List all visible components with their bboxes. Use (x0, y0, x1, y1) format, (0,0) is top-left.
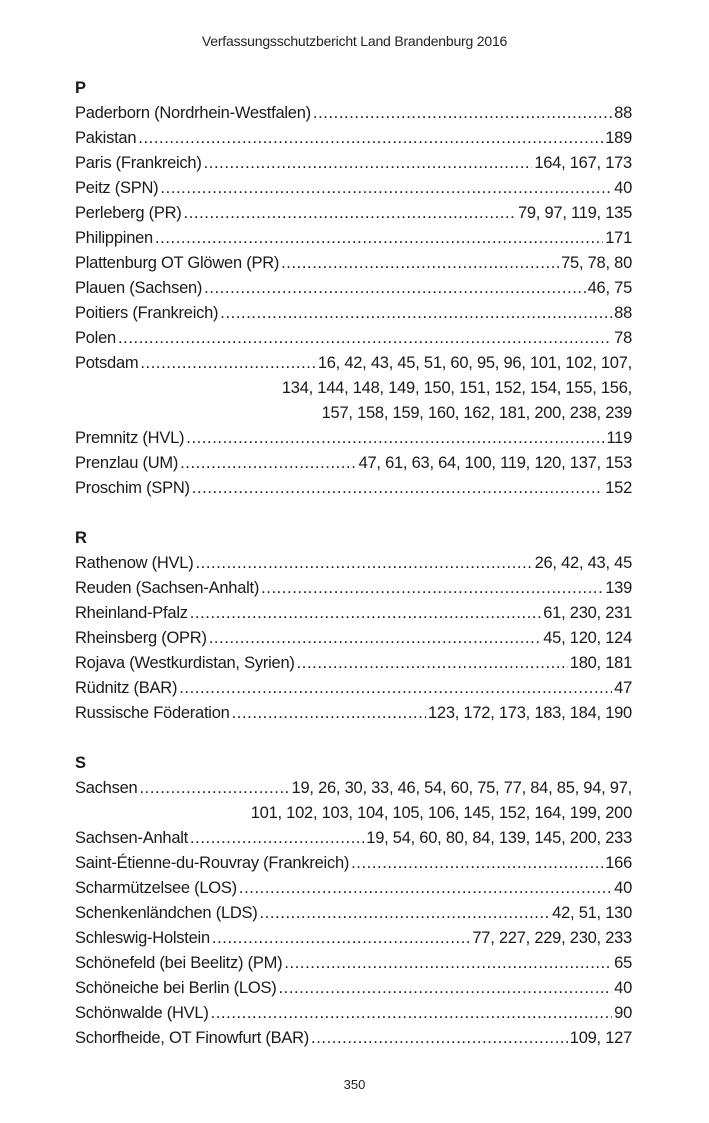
index-entry-line (75, 426, 632, 451)
place-name: Schenkenländchen (LDS) (75, 904, 258, 922)
place-name: Rathenow (HVL) (75, 554, 194, 572)
dot-leader (232, 701, 426, 726)
dot-leader (260, 901, 551, 926)
section-spacer (75, 726, 632, 751)
index-entry (75, 301, 632, 326)
index-entry (75, 1001, 632, 1026)
place-name: Proschim (SPN) (75, 479, 190, 497)
index-entry-line (75, 326, 632, 351)
dot-leader (284, 951, 612, 976)
place-name: Rheinland-Pfalz (75, 604, 188, 622)
index-entry-line (75, 601, 632, 626)
index-entry-line (75, 201, 632, 226)
page-references: 19, 26, 30, 33, 46, 54, 60, 75, 77, 84, 85, 94, 97, (291, 779, 632, 797)
dot-leader (239, 876, 612, 901)
index-entry-line (75, 576, 632, 601)
place-name: Saint-Étienne-du-Rouvray (Frankreich) (75, 854, 350, 872)
place-name: Russische Föderation (75, 704, 230, 722)
index-list (75, 76, 632, 1051)
page-references: 46, 75 (587, 279, 632, 297)
running-header: Verfassungsschutzbericht Land Brandenburg 2016 (201, 33, 508, 49)
dot-leader (297, 651, 568, 676)
index-entry (75, 151, 632, 176)
page-references-continuation: 134, 144, 148, 149, 150, 151, 152, 154, 155, 156, (281, 379, 632, 397)
page-references: 40 (614, 879, 632, 897)
index-section (75, 751, 632, 1051)
place-name: Perleberg (PR) (75, 204, 182, 222)
index-entry-line (75, 976, 632, 1001)
place-name: Potsdam (75, 354, 139, 372)
dot-leader (195, 551, 532, 576)
page-references: 171 (605, 229, 632, 247)
section-letter: R (75, 529, 87, 547)
page-references: 65 (614, 954, 632, 972)
index-entry (75, 176, 632, 201)
place-name: Poitiers (Frankreich) (75, 304, 219, 322)
index-entry (75, 626, 632, 651)
page-references: 26, 42, 43, 45 (534, 554, 632, 572)
dot-leader (139, 776, 289, 801)
page-references: 166 (605, 854, 632, 872)
index-entry-line (75, 101, 632, 126)
place-name: Schöneiche bei Berlin (LOS) (75, 979, 277, 997)
section-spacer (75, 501, 632, 526)
dot-leader (186, 426, 604, 451)
page-number: 350 (343, 1077, 366, 1092)
place-name: Sachsen (75, 779, 138, 797)
page-references: 189 (605, 129, 632, 147)
page-references: 61, 230, 231 (543, 604, 632, 622)
place-name: Paderborn (Nordrhein-Westfalen) (75, 104, 311, 122)
index-entry (75, 276, 632, 301)
page-references-continuation: 157, 158, 159, 160, 162, 181, 200, 238, 239 (321, 404, 632, 422)
place-name: Paris (Frankreich) (75, 154, 202, 172)
index-entry-line (75, 451, 632, 476)
page-references: 119 (606, 429, 632, 447)
index-entry (75, 701, 632, 726)
dot-leader (351, 851, 603, 876)
dot-leader (209, 626, 542, 651)
index-entry (75, 926, 632, 951)
dot-leader (180, 451, 356, 476)
index-entry (75, 201, 632, 226)
index-entry-line (75, 476, 632, 501)
index-entry-line (75, 351, 632, 376)
dot-leader (155, 226, 603, 251)
index-entry (75, 676, 632, 701)
page-references: 47, 61, 63, 64, 100, 119, 120, 137, 153 (358, 454, 632, 472)
place-name: Schleswig-Holstein (75, 929, 210, 947)
index-entry (75, 901, 632, 926)
page-references: 45, 120, 124 (543, 629, 632, 647)
index-entry (75, 451, 632, 476)
dot-leader (138, 126, 603, 151)
dot-leader (278, 976, 612, 1001)
place-name: Schönefeld (bei Beelitz) (PM) (75, 954, 283, 972)
page-references: 75, 78, 80 (561, 254, 632, 272)
dot-leader (179, 676, 612, 701)
dot-leader (160, 176, 612, 201)
dot-leader (140, 351, 315, 376)
place-name: Plauen (Sachsen) (75, 279, 203, 297)
page-references: 19, 54, 60, 80, 84, 139, 145, 200, 233 (366, 829, 632, 847)
index-entry (75, 551, 632, 576)
place-name: Rheinsberg (OPR) (75, 629, 207, 647)
dot-leader (192, 476, 603, 501)
page-references: 90 (614, 1004, 632, 1022)
page-references: 77, 227, 229, 230, 233 (472, 929, 632, 947)
dot-leader (281, 251, 559, 276)
index-entry (75, 776, 632, 826)
place-name: Sachsen-Anhalt (75, 829, 188, 847)
index-entry (75, 1026, 632, 1051)
place-name: Rojava (Westkurdistan, Syrien) (75, 654, 295, 672)
index-entry-line (75, 701, 632, 726)
index-entry (75, 601, 632, 626)
page-references: 164, 167, 173 (534, 154, 632, 172)
index-entry-line (75, 1001, 632, 1026)
dot-leader (211, 1001, 613, 1026)
page-references: 88 (614, 304, 632, 322)
index-entry-line (75, 651, 632, 676)
index-entry-line (75, 851, 632, 876)
place-name: Scharmützelsee (LOS) (75, 879, 237, 897)
dot-leader (190, 601, 542, 626)
index-section (75, 76, 632, 501)
place-name: Philippinen (75, 229, 153, 247)
index-entry (75, 851, 632, 876)
index-entry-line (75, 951, 632, 976)
dot-leader (313, 101, 612, 126)
dot-leader (204, 276, 585, 301)
index-entry-line (75, 901, 632, 926)
index-entry (75, 101, 632, 126)
page-references: 40 (614, 979, 632, 997)
index-entry-line (75, 151, 632, 176)
index-entry-line (75, 551, 632, 576)
index-entry (75, 326, 632, 351)
index-entry-line (75, 826, 632, 851)
index-entry (75, 976, 632, 1001)
index-entry (75, 476, 632, 501)
index-entry (75, 126, 632, 151)
index-entry-line (75, 676, 632, 701)
index-entry-line (75, 251, 632, 276)
page-references: 16, 42, 43, 45, 51, 60, 95, 96, 101, 102, 107, (317, 354, 632, 372)
page-references: 40 (614, 179, 632, 197)
index-entry-line (75, 1026, 632, 1051)
index-entry-line (75, 176, 632, 201)
index-entry-line (75, 926, 632, 951)
page-references: 47 (614, 679, 632, 697)
page-references: 139 (605, 579, 632, 597)
place-name: Premnitz (HVL) (75, 429, 185, 447)
page-references: 180, 181 (569, 654, 632, 672)
index-entry-line (75, 226, 632, 251)
place-name: Schönwalde (HVL) (75, 1004, 209, 1022)
place-name: Schorfheide, OT Finowfurt (BAR) (75, 1029, 310, 1047)
index-entry (75, 951, 632, 976)
index-entry-line (75, 776, 632, 801)
section-letter: P (75, 79, 87, 97)
index-entry-line (75, 276, 632, 301)
page-references: 152 (605, 479, 632, 497)
place-name: Rüdnitz (BAR) (75, 679, 178, 697)
index-entry (75, 426, 632, 451)
page-references: 42, 51, 130 (552, 904, 632, 922)
dot-leader (118, 326, 612, 351)
dot-leader (190, 826, 364, 851)
dot-leader (220, 301, 612, 326)
page-references: 79, 97, 119, 135 (517, 204, 632, 222)
index-entry (75, 651, 632, 676)
dot-leader (212, 926, 470, 951)
index-entry-line (75, 876, 632, 901)
index-entry (75, 876, 632, 901)
page-references-continuation: 101, 102, 103, 104, 105, 106, 145, 152, 164, 199, 200 (250, 804, 632, 822)
index-section (75, 526, 632, 726)
index-entry (75, 576, 632, 601)
place-name: Polen (75, 329, 116, 347)
index-entry (75, 251, 632, 276)
page-references: 109, 127 (569, 1029, 632, 1047)
place-name: Pakistan (75, 129, 137, 147)
place-name: Prenzlau (UM) (75, 454, 179, 472)
page-references: 123, 172, 173, 183, 184, 190 (427, 704, 632, 722)
index-entry (75, 351, 632, 426)
section-letter: S (75, 754, 87, 772)
dot-leader (261, 576, 603, 601)
index-entry-line (75, 301, 632, 326)
index-entry-line (75, 626, 632, 651)
index-entry (75, 826, 632, 851)
index-entry-line (75, 126, 632, 151)
page-references: 88 (614, 104, 632, 122)
page-references: 78 (614, 329, 632, 347)
place-name: Plattenburg OT Glöwen (PR) (75, 254, 280, 272)
dot-leader (204, 151, 533, 176)
place-name: Peitz (SPN) (75, 179, 159, 197)
dot-leader (184, 201, 516, 226)
place-name: Reuden (Sachsen-Anhalt) (75, 579, 260, 597)
index-entry (75, 226, 632, 251)
dot-leader (311, 1026, 568, 1051)
